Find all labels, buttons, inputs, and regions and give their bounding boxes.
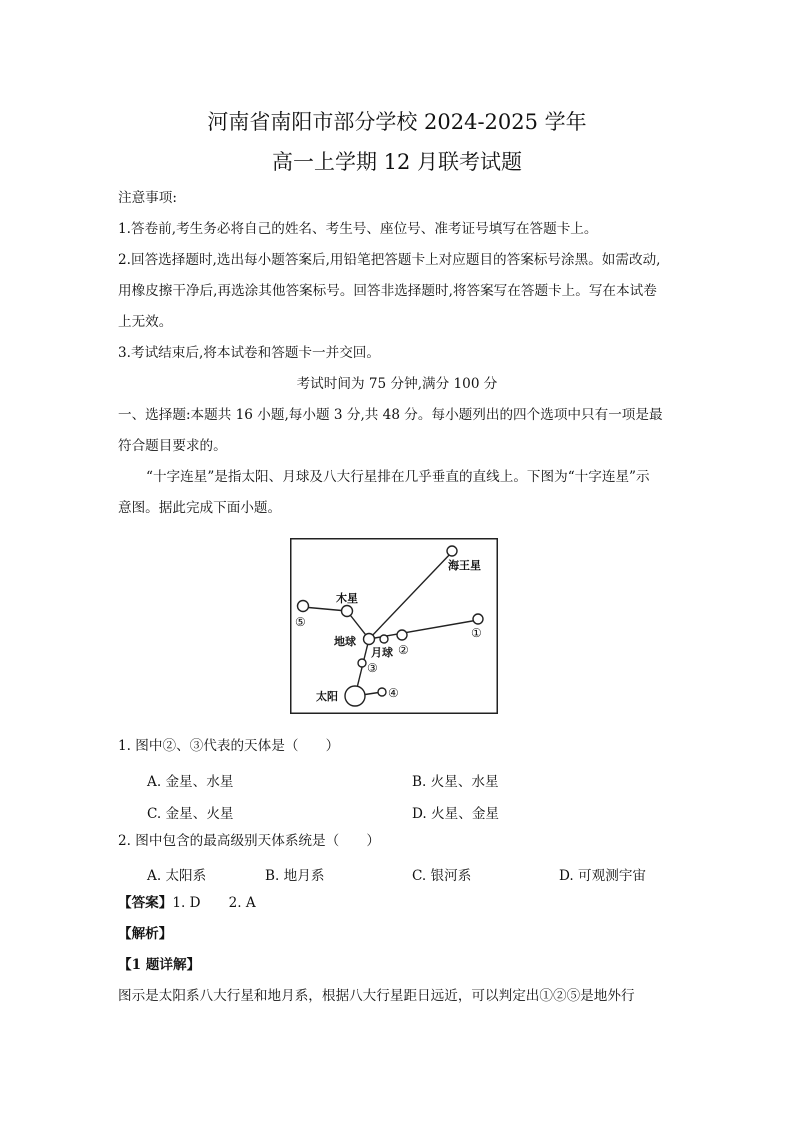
question-2-option-a[interactable]: A. 太阳系 xyxy=(147,868,207,884)
neptune-circle xyxy=(447,546,457,556)
earth-circle xyxy=(364,634,375,645)
question-2-option-d[interactable]: D. 可观测宇宙 xyxy=(559,868,647,884)
planet-4-circle xyxy=(378,688,386,696)
label-number-5: ⑤ xyxy=(295,615,306,629)
notes-item-2-line3: 上无效。 xyxy=(118,314,173,330)
label-sun: 太阳 xyxy=(316,690,338,703)
question-1-option-a[interactable]: A. 金星、水星 xyxy=(147,774,234,790)
answer-line xyxy=(118,895,678,911)
question-2-option-b[interactable]: B. 地月系 xyxy=(265,868,325,884)
planet-3-circle xyxy=(358,659,366,667)
notes-item-2-line1: 2.回答选择题时,选出每小题答案后,用铅笔把答题卡上对应题目的答案标号涂黑。如需改动, xyxy=(118,252,661,268)
analysis-text: 图示是太阳系八大行星和地月系，根据八大行星距日远近，可以判定出①②⑤是地外行 xyxy=(118,988,635,1004)
label-jupiter: 木星 xyxy=(336,592,358,605)
label-moon: 月球 xyxy=(371,646,393,659)
section1-intro-line1: “十字连星”是指太阳、月球及八大行星排在几乎垂直的直线上。下图为“十字连星”示 xyxy=(146,469,650,485)
notes-item-3: 3.考试结束后,将本试卷和答题卡一并交回。 xyxy=(118,345,380,361)
label-neptune: 海王星 xyxy=(448,559,481,572)
planet-5-circle xyxy=(298,601,309,612)
label-earth: 地球 xyxy=(334,635,356,648)
notes-heading: 注意事项: xyxy=(118,190,177,206)
question-2-stem: 2. 图中包含的最高级别天体系统是（ ） xyxy=(118,833,380,849)
analysis-label: 【解析】 xyxy=(118,926,173,942)
cross-planet-alignment-diagram xyxy=(290,538,498,714)
analysis-detail-label: 【1 题详解】 xyxy=(118,957,201,973)
section1-heading-line1: 一、选择题:本题共 16 小题,每小题 3 分,共 48 分。每小题列出的四个选项中只有一项是最 xyxy=(118,407,663,423)
label-number-3: ③ xyxy=(367,661,378,675)
answer-value-1: 1. D xyxy=(172,895,201,911)
notes-item-2-line2: 用橡皮擦干净后,再选涂其他答案标号。回答非选择题时,将答案写在答题卡上。写在本试卷 xyxy=(118,283,657,299)
section1-heading-line2: 符合题目要求的。 xyxy=(118,438,227,454)
question-1-stem: 1. 图中②、③代表的天体是（ ） xyxy=(118,738,340,754)
notes-item-1: 1.答卷前,考生务必将自己的姓名、考生号、座位号、准考证号填写在答题卡上。 xyxy=(118,221,598,237)
question-2-option-c[interactable]: C. 银河系 xyxy=(412,868,472,884)
answer-value-2: 2. A xyxy=(228,895,256,911)
label-number-1: ① xyxy=(471,626,482,640)
question-1-option-b[interactable]: B. 火星、水星 xyxy=(412,774,499,790)
question-1-option-c[interactable]: C. 金星、火星 xyxy=(147,806,234,822)
planet-2-circle xyxy=(397,630,407,640)
exam-time: 考试时间为 75 分钟,满分 100 分 xyxy=(296,376,498,392)
moon-circle xyxy=(380,635,388,643)
exam-title-line1: 河南省南阳市部分学校 2024-2025 学年 xyxy=(207,110,587,134)
label-number-4: ④ xyxy=(388,686,399,700)
sun-circle xyxy=(345,686,365,706)
jupiter-circle xyxy=(342,606,353,617)
question-1-option-d[interactable]: D. 火星、金星 xyxy=(412,806,500,822)
planet-1-circle xyxy=(473,614,483,624)
section1-intro-line2: 意图。据此完成下面小题。 xyxy=(118,500,282,516)
answer-label: 【答案】 xyxy=(118,895,173,911)
exam-title-line2: 高一上学期 12 月联考试题 xyxy=(271,150,523,174)
label-number-2: ② xyxy=(398,643,409,657)
